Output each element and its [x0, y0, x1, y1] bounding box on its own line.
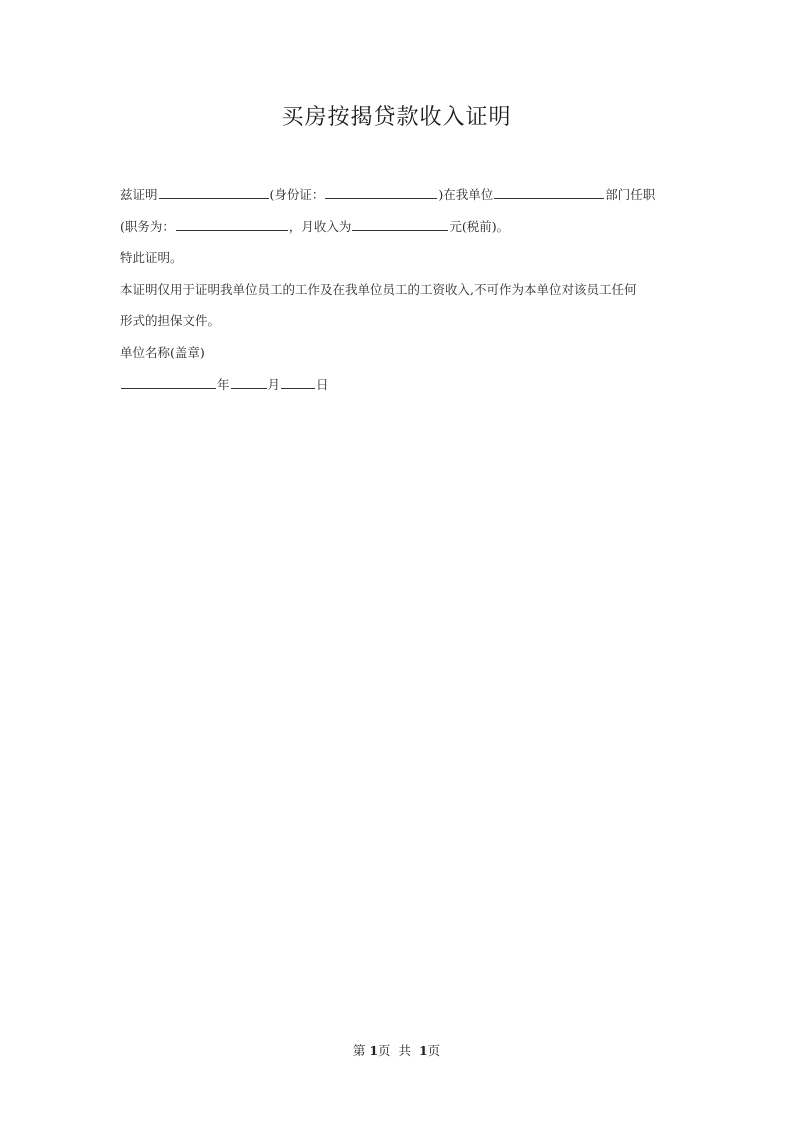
- total-prefix: 共: [398, 1043, 411, 1058]
- certify-line: [120, 185, 655, 205]
- document-title: 买房按揭贷款收入证明: [281, 105, 512, 130]
- department-suffix: 部门任职: [605, 187, 656, 202]
- id-card-blank: [325, 185, 437, 199]
- year-label: 年: [217, 377, 230, 392]
- page-footer: [0, 1041, 793, 1059]
- day-blank: [281, 375, 315, 389]
- disclaimer-line-2: 形式的担保文件。: [120, 313, 221, 328]
- certify-prefix: 兹证明: [120, 187, 158, 202]
- year-blank: [121, 375, 216, 389]
- page-word: 页: [378, 1043, 391, 1058]
- income-suffix: 元(税前)。: [449, 219, 510, 234]
- page-prefix: 第: [352, 1043, 366, 1058]
- day-label: 日: [316, 377, 329, 392]
- income-blank: [352, 217, 448, 231]
- position-label: (职务为：: [120, 219, 175, 234]
- disclaimer-line-1: 本证明仅用于证明我单位员工的工作及在我单位员工的工资收入,不可作为本单位对该员工任何: [120, 282, 637, 297]
- hereby-certify: 特此证明。: [120, 250, 183, 265]
- date-line: [120, 375, 329, 395]
- unit-label: )在我单位: [438, 187, 494, 202]
- department-blank: [494, 185, 604, 199]
- month-label: 月: [267, 377, 281, 392]
- page-number: 1: [369, 1043, 379, 1058]
- total-pages: 1: [418, 1043, 428, 1058]
- total-word: 页: [427, 1043, 441, 1058]
- position-blank: [176, 217, 288, 231]
- position-line: [120, 217, 509, 237]
- name-blank: [159, 185, 269, 199]
- id-card-label: (身份证：: [269, 187, 325, 202]
- month-blank: [231, 375, 267, 389]
- unit-seal-label: 单位名称(盖章): [120, 345, 205, 360]
- income-label: ，月收入为: [288, 219, 352, 234]
